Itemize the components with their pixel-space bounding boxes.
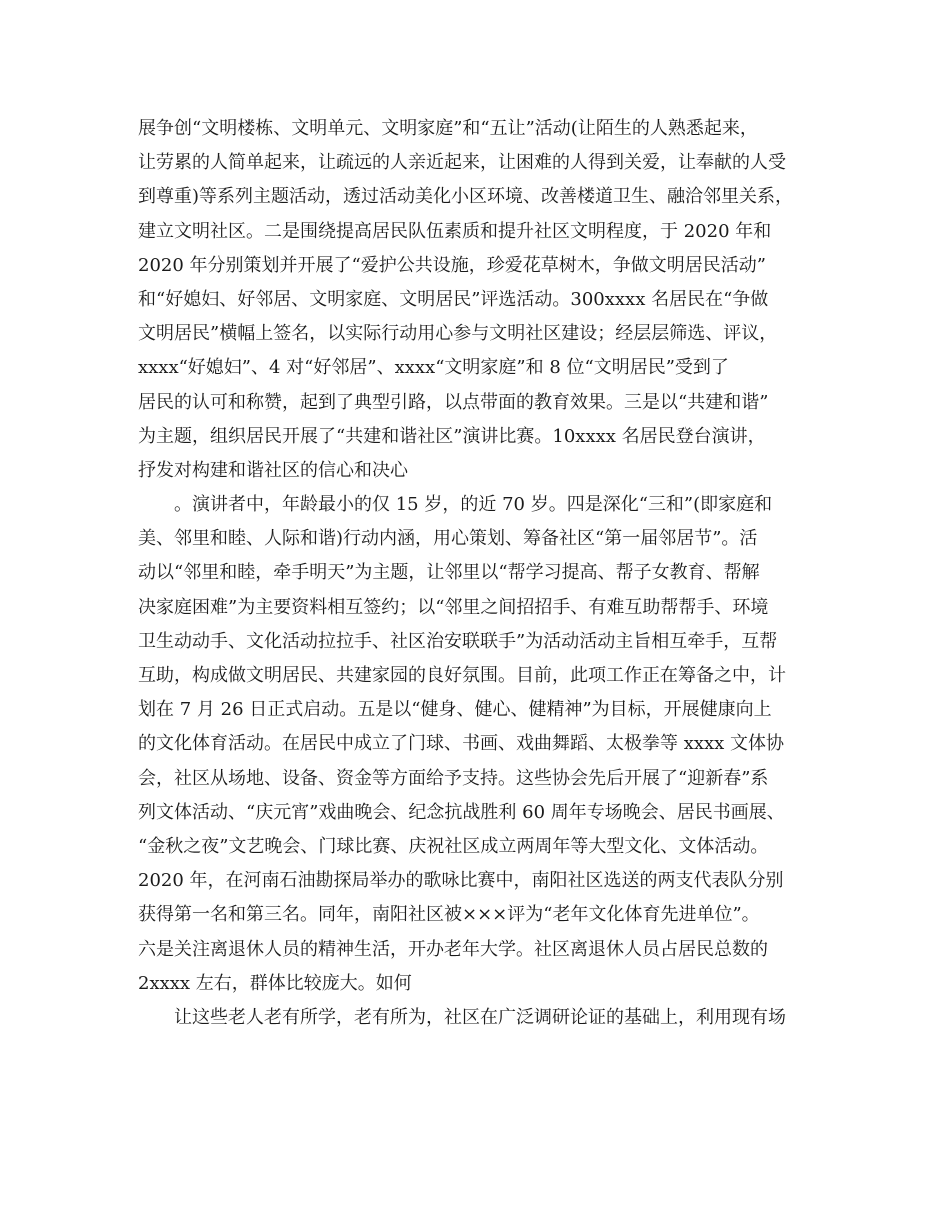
text-line: 决家庭困难”为主要资料相互签约；以“邻里之间招招手、有难互助帮帮手、环境 xyxy=(138,596,769,618)
text-line: 居民的认可和称赞，起到了典型引路，以点带面的教育效果。三是以“共建和谐” xyxy=(138,391,769,413)
text-line: 美、邻里和睦、人际和谐)行动内涵，用心策划、筹备社区“第一届邻居节”。活 xyxy=(138,528,758,550)
text-line: 动以“邻里和睦，牵手明天”为主题，让邻里以“帮学习提高、帮子女教育、帮解 xyxy=(138,562,760,584)
text-line: 和“好媳妇、好邻居、文明家庭、文明居民”评选活动。300xxxx 名居民在“争做 xyxy=(138,288,769,310)
text-line: 让劳累的人简单起来，让疏远的人亲近起来，让困难的人得到关爱，让奉献的人受 xyxy=(138,152,786,174)
text-line: 为主题，组织居民开展了“共建和谐社区”演讲比赛。10xxxx 名居民登台演讲， xyxy=(138,425,766,447)
text-line: xxxx“好媳妇”、4 对“好邻居”、xxxx“文明家庭”和 8 位“文明居民”受到了 xyxy=(138,357,729,379)
text-line: 六是关注离退休人员的精神生活，开办老年大学。社区离退休人员占居民总数的 xyxy=(138,938,768,960)
text-line: 展争创“文明楼栋、文明单元、文明家庭”和“五让”活动(让陌生的人熟悉起来， xyxy=(138,118,758,139)
text-line: 到尊重)等系列主题活动，透过活动美化小区环境、改善楼道卫生、融洽邻里关系， xyxy=(138,186,794,208)
text-line: 列文体活动、“庆元宵”戏曲晚会、纪念抗战胜利 60 周年专场晚会、居民书画展、 xyxy=(138,801,785,823)
paragraph-start-line: 。演讲者中，年龄最小的仅 15 岁，的近 70 岁。四是深化“三和”(即家庭和 xyxy=(174,494,773,516)
text-line: 建立文明社区。二是围绕提高居民队伍素质和提升社区文明程度，于 2020 年和 xyxy=(138,220,772,242)
text-line: 2020 年，在河南石油勘探局举办的歌咏比赛中，南阳社区选送的两支代表队分别 xyxy=(138,870,784,892)
text-line: 卫生动动手、文化活动拉拉手、社区治安联联手”为活动活动主旨相互牵手，互帮 xyxy=(138,630,778,652)
text-line: 抒发对构建和谐社区的信心和决心 xyxy=(138,459,408,481)
paragraph-start-line: 让这些老人老有所学，老有所为，社区在广泛调研论证的基础上，利用现有场 xyxy=(174,1006,786,1028)
text-line: 互助，构成做文明居民、共建家园的良好氛围。目前，此项工作正在筹备之中，计 xyxy=(138,665,786,686)
text-line: 2020 年分别策划并开展了“爱护公共设施，珍爱花草树木，争做文明居民活动” xyxy=(138,254,766,276)
body-text xyxy=(138,112,838,1035)
text-line: 2xxxx 左右，群体比较庞大。如何 xyxy=(138,972,412,994)
text-line: 获得第一名和第三名。同年，南阳社区被×××评为“老年文化体育先进单位”。 xyxy=(138,904,760,926)
text-line: 划在 7 月 26 日正式启动。五是以“健身、健心、健精神”为目标，开展健康向上 xyxy=(138,699,772,721)
text-line: 文明居民”横幅上签名，以实际行动用心参与文明社区建设；经层层筛选、评议， xyxy=(138,323,778,345)
text-line: 会，社区从场地、设备、资金等方面给予支持。这些协会先后开展了“迎新春”系 xyxy=(138,767,769,789)
text-line: “金秋之夜”文艺晚会、门球比赛、庆祝社区成立两周年等大型文化、文体活动。 xyxy=(138,835,769,857)
text-line: 的文化体育活动。在居民中成立了门球、书画、戏曲舞蹈、太极拳等 xxxx 文体协 xyxy=(138,733,785,755)
